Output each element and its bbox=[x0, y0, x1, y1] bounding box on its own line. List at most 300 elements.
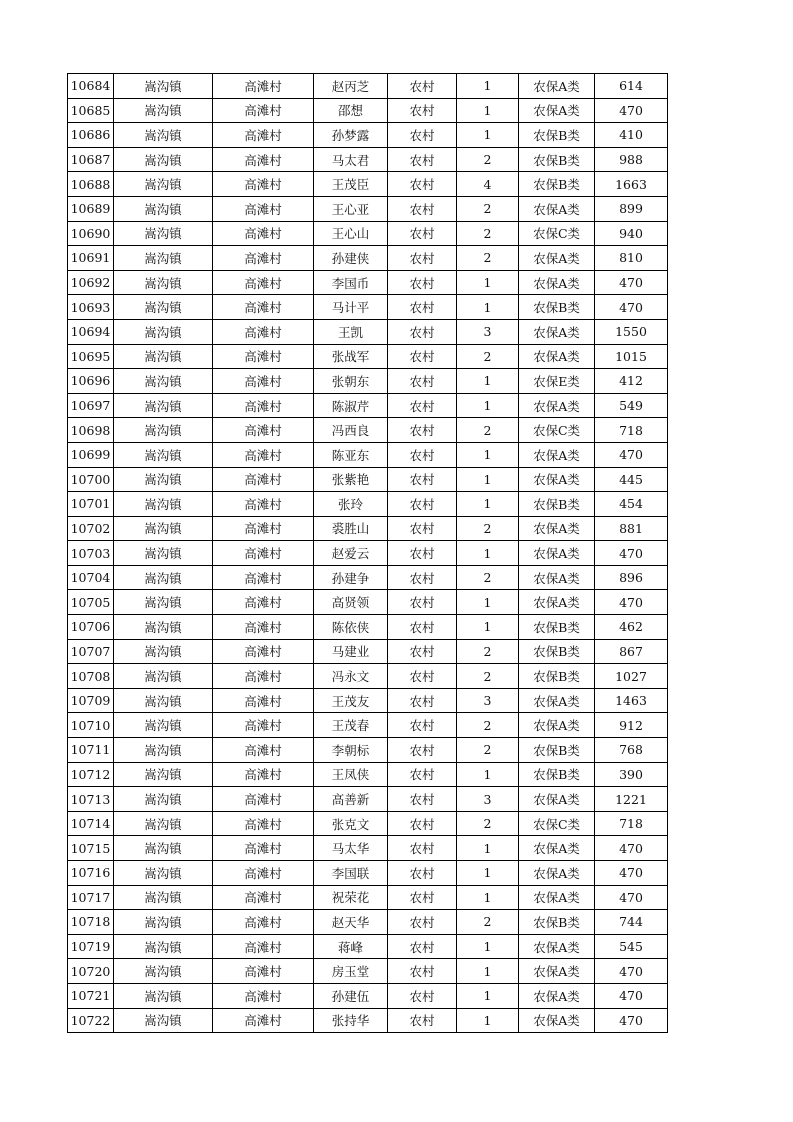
name-cell: 张战军 bbox=[314, 344, 388, 369]
record-id-cell: 10701 bbox=[68, 492, 114, 517]
village-cell: 高滩村 bbox=[213, 295, 314, 320]
town-cell: 嵩沟镇 bbox=[114, 418, 213, 443]
amount-cell: 881 bbox=[595, 516, 668, 541]
member-count-cell: 2 bbox=[457, 664, 519, 689]
name-cell: 祝荣花 bbox=[314, 885, 388, 910]
record-id-cell: 10702 bbox=[68, 516, 114, 541]
village-cell: 高滩村 bbox=[213, 983, 314, 1008]
table-row bbox=[68, 492, 668, 517]
member-count-cell: 2 bbox=[457, 639, 519, 664]
village-cell: 高滩村 bbox=[213, 492, 314, 517]
name-cell: 李国币 bbox=[314, 270, 388, 295]
town-cell: 嵩沟镇 bbox=[114, 639, 213, 664]
record-id-cell: 10691 bbox=[68, 246, 114, 271]
town-cell: 嵩沟镇 bbox=[114, 983, 213, 1008]
town-cell: 嵩沟镇 bbox=[114, 541, 213, 566]
member-count-cell: 1 bbox=[457, 959, 519, 984]
insurance-category-cell: 农保B类 bbox=[519, 295, 595, 320]
household-type-cell: 农村 bbox=[388, 393, 457, 418]
name-cell: 孙建侠 bbox=[314, 246, 388, 271]
table-row bbox=[68, 418, 668, 443]
table-row bbox=[68, 811, 668, 836]
member-count-cell: 1 bbox=[457, 1008, 519, 1033]
household-type-cell: 农村 bbox=[388, 492, 457, 517]
amount-cell: 810 bbox=[595, 246, 668, 271]
amount-cell: 896 bbox=[595, 565, 668, 590]
village-cell: 高滩村 bbox=[213, 74, 314, 99]
table-row bbox=[68, 98, 668, 123]
town-cell: 嵩沟镇 bbox=[114, 172, 213, 197]
member-count-cell: 2 bbox=[457, 344, 519, 369]
village-cell: 高滩村 bbox=[213, 246, 314, 271]
name-cell: 蒋峰 bbox=[314, 934, 388, 959]
amount-cell: 410 bbox=[595, 123, 668, 148]
table-row bbox=[68, 1008, 668, 1033]
table-row bbox=[68, 319, 668, 344]
village-cell: 高滩村 bbox=[213, 418, 314, 443]
insurance-category-cell: 农保A类 bbox=[519, 74, 595, 99]
name-cell: 裘胜山 bbox=[314, 516, 388, 541]
amount-cell: 1015 bbox=[595, 344, 668, 369]
town-cell: 嵩沟镇 bbox=[114, 246, 213, 271]
household-type-cell: 农村 bbox=[388, 147, 457, 172]
name-cell: 王凤侠 bbox=[314, 762, 388, 787]
name-cell: 赵天华 bbox=[314, 910, 388, 935]
household-type-cell: 农村 bbox=[388, 861, 457, 886]
member-count-cell: 4 bbox=[457, 172, 519, 197]
household-type-cell: 农村 bbox=[388, 910, 457, 935]
household-type-cell: 农村 bbox=[388, 123, 457, 148]
insurance-category-cell: 农保C类 bbox=[519, 418, 595, 443]
table-row bbox=[68, 713, 668, 738]
record-id-cell: 10705 bbox=[68, 590, 114, 615]
insurance-category-cell: 农保A类 bbox=[519, 959, 595, 984]
amount-cell: 718 bbox=[595, 811, 668, 836]
town-cell: 嵩沟镇 bbox=[114, 98, 213, 123]
household-type-cell: 农村 bbox=[388, 934, 457, 959]
insurance-category-cell: 农保A类 bbox=[519, 861, 595, 886]
amount-cell: 912 bbox=[595, 713, 668, 738]
name-cell: 李国联 bbox=[314, 861, 388, 886]
household-type-cell: 农村 bbox=[388, 590, 457, 615]
household-type-cell: 农村 bbox=[388, 246, 457, 271]
amount-cell: 718 bbox=[595, 418, 668, 443]
table-body bbox=[68, 74, 668, 1033]
member-count-cell: 1 bbox=[457, 295, 519, 320]
village-cell: 高滩村 bbox=[213, 639, 314, 664]
village-cell: 高滩村 bbox=[213, 836, 314, 861]
town-cell: 嵩沟镇 bbox=[114, 811, 213, 836]
table-row bbox=[68, 738, 668, 763]
table-row bbox=[68, 910, 668, 935]
household-type-cell: 农村 bbox=[388, 615, 457, 640]
record-id-cell: 10687 bbox=[68, 147, 114, 172]
insurance-category-cell: 农保B类 bbox=[519, 123, 595, 148]
member-count-cell: 1 bbox=[457, 492, 519, 517]
name-cell: 王茂臣 bbox=[314, 172, 388, 197]
household-type-cell: 农村 bbox=[388, 639, 457, 664]
amount-cell: 470 bbox=[595, 885, 668, 910]
name-cell: 王心山 bbox=[314, 221, 388, 246]
village-cell: 高滩村 bbox=[213, 516, 314, 541]
village-cell: 高滩村 bbox=[213, 369, 314, 394]
town-cell: 嵩沟镇 bbox=[114, 590, 213, 615]
household-type-cell: 农村 bbox=[388, 516, 457, 541]
record-id-cell: 10692 bbox=[68, 270, 114, 295]
town-cell: 嵩沟镇 bbox=[114, 762, 213, 787]
amount-cell: 614 bbox=[595, 74, 668, 99]
household-type-cell: 农村 bbox=[388, 762, 457, 787]
amount-cell: 470 bbox=[595, 295, 668, 320]
table-row bbox=[68, 983, 668, 1008]
household-type-cell: 农村 bbox=[388, 319, 457, 344]
insurance-category-cell: 农保B类 bbox=[519, 738, 595, 763]
table-row bbox=[68, 541, 668, 566]
household-type-cell: 农村 bbox=[388, 565, 457, 590]
household-type-cell: 农村 bbox=[388, 270, 457, 295]
amount-cell: 1663 bbox=[595, 172, 668, 197]
town-cell: 嵩沟镇 bbox=[114, 688, 213, 713]
amount-cell: 462 bbox=[595, 615, 668, 640]
record-id-cell: 10718 bbox=[68, 910, 114, 935]
member-count-cell: 1 bbox=[457, 861, 519, 886]
town-cell: 嵩沟镇 bbox=[114, 442, 213, 467]
record-id-cell: 10706 bbox=[68, 615, 114, 640]
village-cell: 高滩村 bbox=[213, 172, 314, 197]
amount-cell: 454 bbox=[595, 492, 668, 517]
amount-cell: 445 bbox=[595, 467, 668, 492]
village-cell: 高滩村 bbox=[213, 319, 314, 344]
town-cell: 嵩沟镇 bbox=[114, 836, 213, 861]
village-cell: 高滩村 bbox=[213, 270, 314, 295]
member-count-cell: 1 bbox=[457, 393, 519, 418]
table-row bbox=[68, 246, 668, 271]
household-type-cell: 农村 bbox=[388, 836, 457, 861]
town-cell: 嵩沟镇 bbox=[114, 516, 213, 541]
insurance-category-cell: 农保A类 bbox=[519, 516, 595, 541]
amount-cell: 470 bbox=[595, 983, 668, 1008]
village-cell: 高滩村 bbox=[213, 196, 314, 221]
record-id-cell: 10710 bbox=[68, 713, 114, 738]
amount-cell: 390 bbox=[595, 762, 668, 787]
member-count-cell: 1 bbox=[457, 270, 519, 295]
village-cell: 高滩村 bbox=[213, 1008, 314, 1033]
name-cell: 陈依侠 bbox=[314, 615, 388, 640]
village-cell: 高滩村 bbox=[213, 811, 314, 836]
town-cell: 嵩沟镇 bbox=[114, 393, 213, 418]
town-cell: 嵩沟镇 bbox=[114, 713, 213, 738]
table-row bbox=[68, 344, 668, 369]
table-row bbox=[68, 467, 668, 492]
member-count-cell: 2 bbox=[457, 738, 519, 763]
insurance-category-cell: 农保A类 bbox=[519, 590, 595, 615]
town-cell: 嵩沟镇 bbox=[114, 147, 213, 172]
member-count-cell: 1 bbox=[457, 615, 519, 640]
member-count-cell: 2 bbox=[457, 147, 519, 172]
town-cell: 嵩沟镇 bbox=[114, 369, 213, 394]
table-row bbox=[68, 196, 668, 221]
name-cell: 冯永文 bbox=[314, 664, 388, 689]
record-id-cell: 10690 bbox=[68, 221, 114, 246]
insurance-category-cell: 农保B类 bbox=[519, 172, 595, 197]
amount-cell: 940 bbox=[595, 221, 668, 246]
member-count-cell: 3 bbox=[457, 688, 519, 713]
household-type-cell: 农村 bbox=[388, 74, 457, 99]
town-cell: 嵩沟镇 bbox=[114, 74, 213, 99]
household-type-cell: 农村 bbox=[388, 221, 457, 246]
insurance-category-cell: 农保B类 bbox=[519, 910, 595, 935]
village-cell: 高滩村 bbox=[213, 565, 314, 590]
amount-cell: 470 bbox=[595, 442, 668, 467]
member-count-cell: 1 bbox=[457, 98, 519, 123]
insurance-category-cell: 农保A类 bbox=[519, 836, 595, 861]
amount-cell: 744 bbox=[595, 910, 668, 935]
record-id-cell: 10693 bbox=[68, 295, 114, 320]
record-id-cell: 10716 bbox=[68, 861, 114, 886]
record-id-cell: 10695 bbox=[68, 344, 114, 369]
town-cell: 嵩沟镇 bbox=[114, 319, 213, 344]
member-count-cell: 2 bbox=[457, 910, 519, 935]
amount-cell: 412 bbox=[595, 369, 668, 394]
town-cell: 嵩沟镇 bbox=[114, 467, 213, 492]
table-row bbox=[68, 393, 668, 418]
name-cell: 邵想 bbox=[314, 98, 388, 123]
village-cell: 高滩村 bbox=[213, 615, 314, 640]
member-count-cell: 1 bbox=[457, 541, 519, 566]
village-cell: 高滩村 bbox=[213, 442, 314, 467]
village-cell: 高滩村 bbox=[213, 221, 314, 246]
household-type-cell: 农村 bbox=[388, 369, 457, 394]
amount-cell: 1221 bbox=[595, 787, 668, 812]
record-id-cell: 10699 bbox=[68, 442, 114, 467]
household-type-cell: 农村 bbox=[388, 418, 457, 443]
amount-cell: 1550 bbox=[595, 319, 668, 344]
record-id-cell: 10698 bbox=[68, 418, 114, 443]
household-type-cell: 农村 bbox=[388, 172, 457, 197]
town-cell: 嵩沟镇 bbox=[114, 787, 213, 812]
table-row bbox=[68, 516, 668, 541]
member-count-cell: 2 bbox=[457, 516, 519, 541]
beneficiary-table bbox=[67, 73, 668, 1033]
amount-cell: 470 bbox=[595, 98, 668, 123]
table-row bbox=[68, 442, 668, 467]
insurance-category-cell: 农保B类 bbox=[519, 664, 595, 689]
record-id-cell: 10719 bbox=[68, 934, 114, 959]
town-cell: 嵩沟镇 bbox=[114, 738, 213, 763]
insurance-category-cell: 农保E类 bbox=[519, 369, 595, 394]
member-count-cell: 1 bbox=[457, 123, 519, 148]
village-cell: 高滩村 bbox=[213, 738, 314, 763]
table-row bbox=[68, 147, 668, 172]
name-cell: 孙梦露 bbox=[314, 123, 388, 148]
record-id-cell: 10696 bbox=[68, 369, 114, 394]
record-id-cell: 10713 bbox=[68, 787, 114, 812]
insurance-category-cell: 农保A类 bbox=[519, 787, 595, 812]
insurance-category-cell: 农保A类 bbox=[519, 885, 595, 910]
village-cell: 高滩村 bbox=[213, 959, 314, 984]
record-id-cell: 10709 bbox=[68, 688, 114, 713]
table-row bbox=[68, 934, 668, 959]
insurance-category-cell: 农保A类 bbox=[519, 541, 595, 566]
town-cell: 嵩沟镇 bbox=[114, 221, 213, 246]
insurance-category-cell: 农保B类 bbox=[519, 147, 595, 172]
member-count-cell: 1 bbox=[457, 467, 519, 492]
amount-cell: 768 bbox=[595, 738, 668, 763]
village-cell: 高滩村 bbox=[213, 393, 314, 418]
table-row bbox=[68, 270, 668, 295]
name-cell: 赵丙芝 bbox=[314, 74, 388, 99]
insurance-category-cell: 农保A类 bbox=[519, 98, 595, 123]
insurance-category-cell: 农保A类 bbox=[519, 319, 595, 344]
household-type-cell: 农村 bbox=[388, 738, 457, 763]
village-cell: 高滩村 bbox=[213, 123, 314, 148]
name-cell: 王凯 bbox=[314, 319, 388, 344]
member-count-cell: 2 bbox=[457, 565, 519, 590]
record-id-cell: 10708 bbox=[68, 664, 114, 689]
household-type-cell: 农村 bbox=[388, 787, 457, 812]
amount-cell: 470 bbox=[595, 270, 668, 295]
member-count-cell: 3 bbox=[457, 319, 519, 344]
insurance-category-cell: 农保A类 bbox=[519, 467, 595, 492]
name-cell: 马计平 bbox=[314, 295, 388, 320]
name-cell: 李朝标 bbox=[314, 738, 388, 763]
name-cell: 张持华 bbox=[314, 1008, 388, 1033]
village-cell: 高滩村 bbox=[213, 664, 314, 689]
table-row bbox=[68, 74, 668, 99]
insurance-category-cell: 农保B类 bbox=[519, 762, 595, 787]
insurance-category-cell: 农保A类 bbox=[519, 934, 595, 959]
record-id-cell: 10686 bbox=[68, 123, 114, 148]
village-cell: 高滩村 bbox=[213, 590, 314, 615]
name-cell: 张克文 bbox=[314, 811, 388, 836]
name-cell: 马建业 bbox=[314, 639, 388, 664]
name-cell: 王心亚 bbox=[314, 196, 388, 221]
name-cell: 马太华 bbox=[314, 836, 388, 861]
member-count-cell: 2 bbox=[457, 811, 519, 836]
village-cell: 高滩村 bbox=[213, 762, 314, 787]
amount-cell: 470 bbox=[595, 836, 668, 861]
household-type-cell: 农村 bbox=[388, 811, 457, 836]
insurance-category-cell: 农保A类 bbox=[519, 393, 595, 418]
household-type-cell: 农村 bbox=[388, 344, 457, 369]
household-type-cell: 农村 bbox=[388, 1008, 457, 1033]
record-id-cell: 10720 bbox=[68, 959, 114, 984]
record-id-cell: 10703 bbox=[68, 541, 114, 566]
town-cell: 嵩沟镇 bbox=[114, 344, 213, 369]
name-cell: 张玲 bbox=[314, 492, 388, 517]
name-cell: 冯西良 bbox=[314, 418, 388, 443]
village-cell: 高滩村 bbox=[213, 147, 314, 172]
insurance-category-cell: 农保B类 bbox=[519, 639, 595, 664]
village-cell: 高滩村 bbox=[213, 713, 314, 738]
table-row bbox=[68, 639, 668, 664]
record-id-cell: 10722 bbox=[68, 1008, 114, 1033]
member-count-cell: 2 bbox=[457, 221, 519, 246]
record-id-cell: 10714 bbox=[68, 811, 114, 836]
insurance-category-cell: 农保A类 bbox=[519, 713, 595, 738]
record-id-cell: 10704 bbox=[68, 565, 114, 590]
name-cell: 房玉堂 bbox=[314, 959, 388, 984]
household-type-cell: 农村 bbox=[388, 885, 457, 910]
member-count-cell: 1 bbox=[457, 590, 519, 615]
village-cell: 高滩村 bbox=[213, 861, 314, 886]
amount-cell: 470 bbox=[595, 861, 668, 886]
town-cell: 嵩沟镇 bbox=[114, 123, 213, 148]
village-cell: 高滩村 bbox=[213, 688, 314, 713]
name-cell: 孙建争 bbox=[314, 565, 388, 590]
record-id-cell: 10712 bbox=[68, 762, 114, 787]
record-id-cell: 10684 bbox=[68, 74, 114, 99]
table-row bbox=[68, 787, 668, 812]
town-cell: 嵩沟镇 bbox=[114, 959, 213, 984]
table-row bbox=[68, 688, 668, 713]
insurance-category-cell: 农保A类 bbox=[519, 442, 595, 467]
insurance-category-cell: 农保A类 bbox=[519, 983, 595, 1008]
record-id-cell: 10694 bbox=[68, 319, 114, 344]
record-id-cell: 10721 bbox=[68, 983, 114, 1008]
household-type-cell: 农村 bbox=[388, 295, 457, 320]
town-cell: 嵩沟镇 bbox=[114, 270, 213, 295]
town-cell: 嵩沟镇 bbox=[114, 1008, 213, 1033]
record-id-cell: 10697 bbox=[68, 393, 114, 418]
village-cell: 高滩村 bbox=[213, 541, 314, 566]
member-count-cell: 2 bbox=[457, 196, 519, 221]
town-cell: 嵩沟镇 bbox=[114, 910, 213, 935]
town-cell: 嵩沟镇 bbox=[114, 196, 213, 221]
household-type-cell: 农村 bbox=[388, 467, 457, 492]
record-id-cell: 10700 bbox=[68, 467, 114, 492]
amount-cell: 899 bbox=[595, 196, 668, 221]
town-cell: 嵩沟镇 bbox=[114, 492, 213, 517]
village-cell: 高滩村 bbox=[213, 885, 314, 910]
name-cell: 张朝东 bbox=[314, 369, 388, 394]
insurance-category-cell: 农保A类 bbox=[519, 1008, 595, 1033]
name-cell: 孙建伍 bbox=[314, 983, 388, 1008]
amount-cell: 545 bbox=[595, 934, 668, 959]
household-type-cell: 农村 bbox=[388, 959, 457, 984]
insurance-category-cell: 农保B类 bbox=[519, 615, 595, 640]
table-row bbox=[68, 615, 668, 640]
member-count-cell: 1 bbox=[457, 983, 519, 1008]
insurance-category-cell: 农保B类 bbox=[519, 492, 595, 517]
table-row bbox=[68, 295, 668, 320]
amount-cell: 470 bbox=[595, 590, 668, 615]
household-type-cell: 农村 bbox=[388, 664, 457, 689]
household-type-cell: 农村 bbox=[388, 442, 457, 467]
insurance-category-cell: 农保A类 bbox=[519, 246, 595, 271]
insurance-category-cell: 农保A类 bbox=[519, 196, 595, 221]
table-row bbox=[68, 123, 668, 148]
household-type-cell: 农村 bbox=[388, 98, 457, 123]
insurance-category-cell: 农保A类 bbox=[519, 688, 595, 713]
town-cell: 嵩沟镇 bbox=[114, 885, 213, 910]
record-id-cell: 10685 bbox=[68, 98, 114, 123]
household-type-cell: 农村 bbox=[388, 713, 457, 738]
member-count-cell: 3 bbox=[457, 787, 519, 812]
village-cell: 高滩村 bbox=[213, 787, 314, 812]
town-cell: 嵩沟镇 bbox=[114, 664, 213, 689]
amount-cell: 1463 bbox=[595, 688, 668, 713]
table-row bbox=[68, 565, 668, 590]
name-cell: 高贤领 bbox=[314, 590, 388, 615]
household-type-cell: 农村 bbox=[388, 983, 457, 1008]
insurance-category-cell: 农保A类 bbox=[519, 565, 595, 590]
town-cell: 嵩沟镇 bbox=[114, 565, 213, 590]
town-cell: 嵩沟镇 bbox=[114, 615, 213, 640]
table-row bbox=[68, 172, 668, 197]
insurance-category-cell: 农保A类 bbox=[519, 270, 595, 295]
village-cell: 高滩村 bbox=[213, 467, 314, 492]
